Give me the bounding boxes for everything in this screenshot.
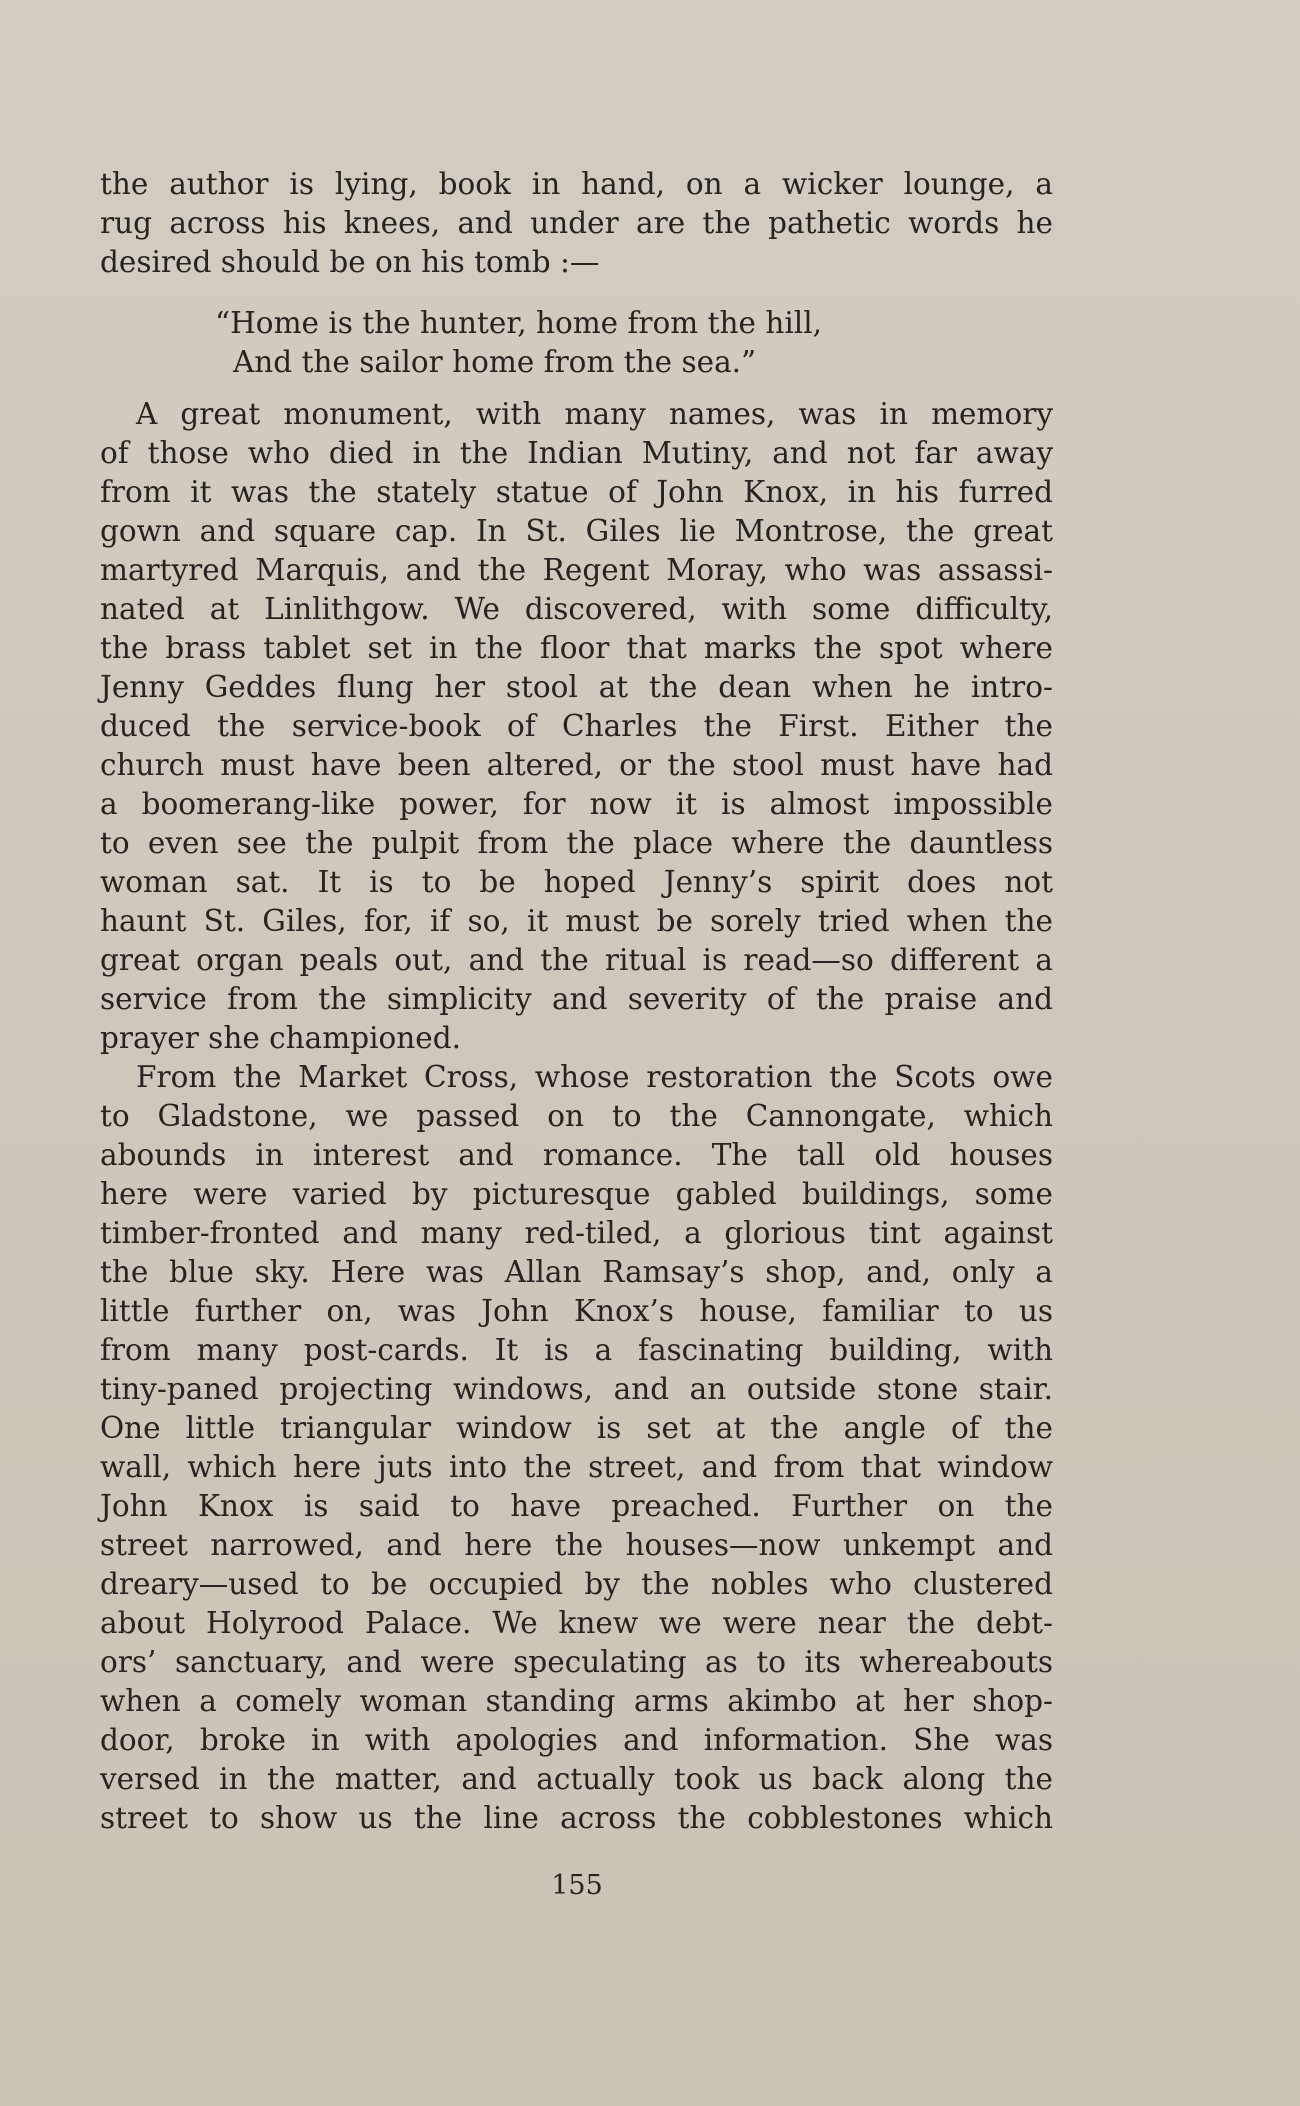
text-line: A great monument, with many names, was in memory [136, 397, 1053, 431]
text-line: the brass tablet set in the floor that marks the spot where [100, 631, 1053, 665]
paragraph-monument [100, 395, 1053, 1058]
text-line: street narrowed, and here the houses—now unkempt and [100, 1528, 1053, 1562]
text-line: martyred Marquis, and the Regent Moray, who was assassi- [100, 553, 1053, 587]
text-line: of those who died in the Indian Mutiny, and not far away [100, 436, 1053, 470]
text-line: nated at Linlithgow. We discovered, with some difficulty, [100, 592, 1053, 626]
text-line: prayer she championed. [100, 1021, 462, 1055]
text-line: tiny-paned projecting windows, and an outside stone stair. [100, 1372, 1053, 1406]
text-line: timber-fronted and many red-tiled, a glorious tint against [100, 1216, 1053, 1250]
text-line: abounds in interest and romance. The tall old houses [100, 1138, 1053, 1172]
text-line: here were varied by picturesque gabled buildings, some [100, 1177, 1053, 1211]
text-line: haunt St. Giles, for, if so, it must be sorely tried when the [100, 904, 1053, 938]
text-line: duced the service-book of Charles the First. Either the [100, 709, 1053, 743]
text-line: John Knox is said to have preached. Further on the [100, 1489, 1053, 1523]
text-line: from many post-cards. It is a fascinating building, with [100, 1333, 1053, 1367]
text-line: rug across his knees, and under are the pathetic words he [100, 206, 1053, 240]
verse-line: “Home is the hunter, home from the hill, [215, 306, 823, 340]
text-line: versed in the matter, and actually took us back along the [100, 1762, 1053, 1796]
opening-text [100, 165, 1053, 282]
text-line: from it was the stately statue of John Knox, in his furred [100, 475, 1053, 509]
text-line: ors’ sanctuary, and were speculating as to its whereabouts [100, 1645, 1053, 1679]
text-line: great organ peals out, and the ritual is read—so different a [100, 943, 1053, 977]
text-line: to Gladstone, we passed on to the Cannongate, which [100, 1099, 1053, 1133]
text-line: when a comely woman standing arms akimbo at her shop- [100, 1684, 1053, 1718]
text-line: to even see the pulpit from the place where the dauntless [100, 826, 1053, 860]
text-line: church must have been altered, or the stool must have had [100, 748, 1053, 782]
text-line: woman sat. It is to be hoped Jenny’s spirit does not [100, 865, 1053, 899]
text-line: the author is lying, book in hand, on a wicker lounge, a [100, 167, 1053, 201]
text-line: From the Market Cross, whose restoration the Scots owe [136, 1060, 1053, 1094]
text-line: the blue sky. Here was Allan Ramsay’s shop, and, only a [100, 1255, 1053, 1289]
text-line: a boomerang-like power, for now it is almost impossible [100, 787, 1053, 821]
text-line: about Holyrood Palace. We knew we were near the debt- [100, 1606, 1053, 1640]
text-line: gown and square cap. In St. Giles lie Montrose, the great [100, 514, 1053, 548]
text-line: street to show us the line across the cobblestones which [100, 1801, 1053, 1835]
text-line: One little triangular window is set at the angle of the [100, 1411, 1053, 1445]
text-line: little further on, was John Knox’s house, familiar to us [100, 1294, 1053, 1328]
text-line: wall, which here juts into the street, and from that window [100, 1450, 1053, 1484]
text-line: Jenny Geddes flung her stool at the dean when he intro- [100, 670, 1053, 704]
text-line: service from the simplicity and severity of the praise and [100, 982, 1053, 1016]
text-line: dreary—used to be occupied by the nobles who clustered [100, 1567, 1053, 1601]
text-line: desired should be on his tomb :— [100, 245, 600, 279]
verse-line: And the sailor home from the sea.” [233, 345, 757, 379]
page-number: 155 [551, 1870, 603, 1901]
text-line: door, broke in with apologies and information. She was [100, 1723, 1053, 1757]
paragraph-cannongate [100, 1058, 1053, 1838]
